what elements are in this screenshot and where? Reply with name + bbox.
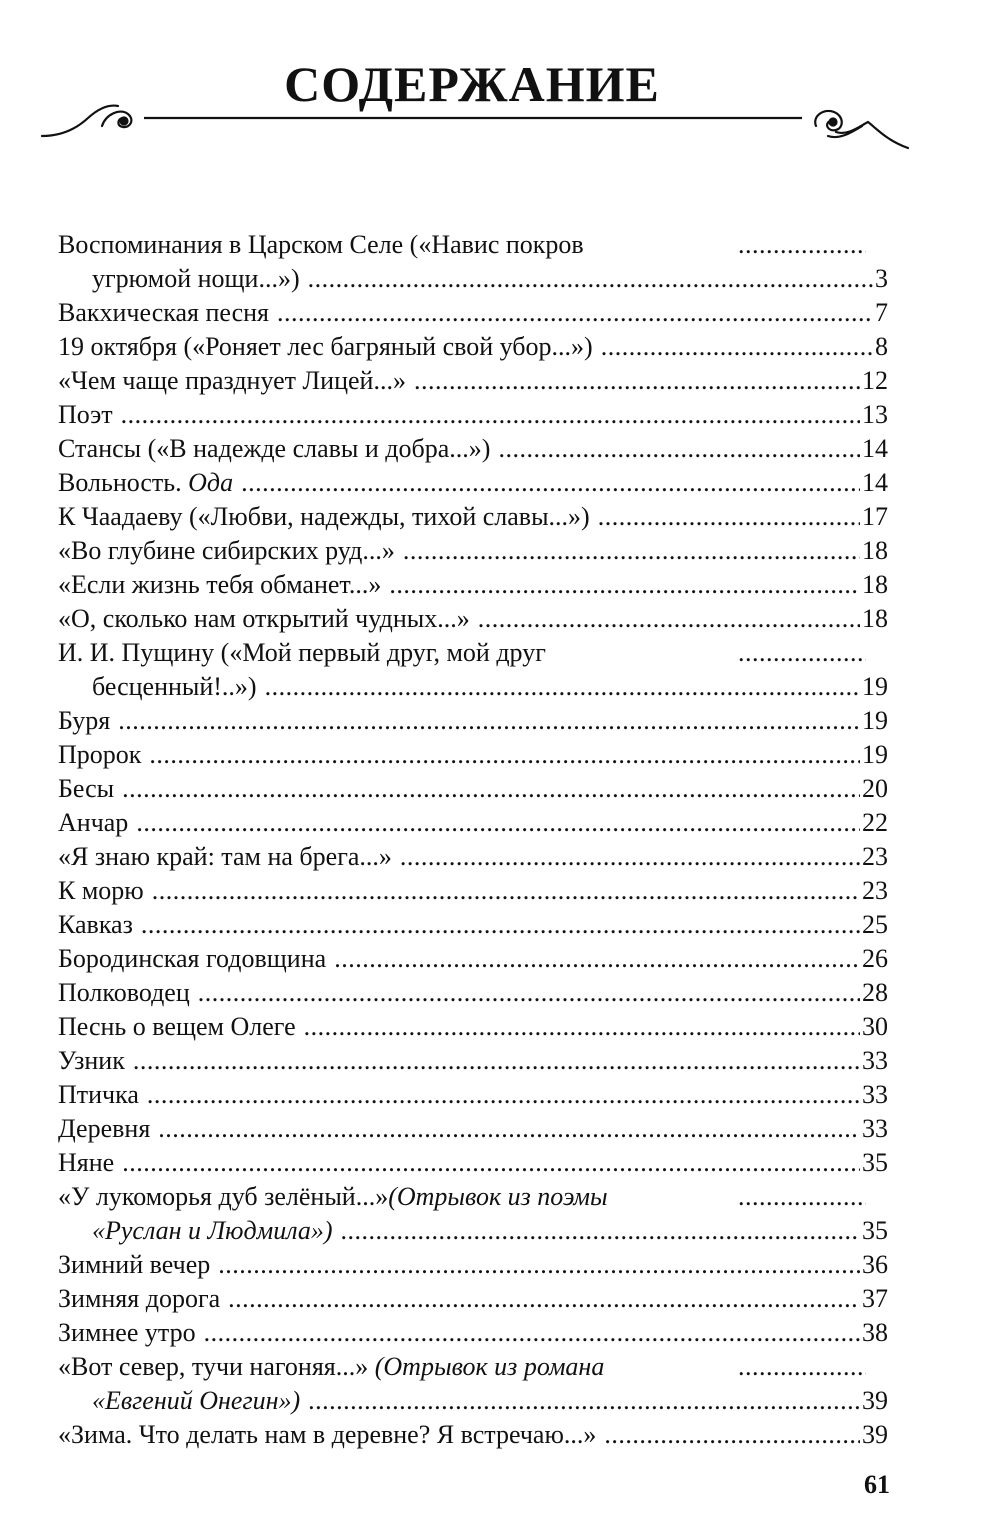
toc-entry-page: 39 [862, 1420, 888, 1449]
toc-entry-title: 19 октября («Роняет лес багряный свой убор...») [58, 332, 593, 361]
dot-leader [308, 1384, 860, 1418]
dot-leader [204, 1316, 860, 1350]
dot-leader [389, 568, 860, 602]
toc-entry-title: Бородинская годовщина [58, 944, 327, 973]
dot-leader [498, 432, 860, 466]
toc-entry-page: 25 [862, 910, 888, 939]
toc-entry-page: 18 [862, 570, 888, 599]
dot-leader [738, 1350, 866, 1384]
toc-entry-page: 23 [862, 876, 888, 905]
toc-entry [58, 1044, 888, 1078]
toc-entry-title: К Чаадаеву («Любви, надежды, тихой славы...») [58, 502, 590, 531]
page-title: СОДЕРЖАНИЕ [284, 56, 660, 112]
toc-entry-continuation [58, 1214, 888, 1248]
toc-entry-title: Стансы («В надежде славы и добра...») [58, 434, 491, 463]
toc-entry-page: 33 [862, 1114, 888, 1143]
toc-entry [58, 976, 888, 1010]
toc-entry [58, 704, 888, 738]
toc-entry [58, 738, 888, 772]
toc-entry [58, 636, 888, 670]
toc-entry-page: 13 [862, 400, 888, 429]
dot-leader [308, 262, 873, 296]
toc-entry [58, 568, 888, 602]
toc-entry-title: «Во глубине сибирских руд...» [58, 536, 395, 565]
toc-entry-page: 18 [862, 536, 888, 565]
toc-entry-title: «Я знаю край: там на брега...» [58, 842, 392, 871]
toc-entry-page: 17 [862, 502, 888, 531]
toc-entry [58, 534, 888, 568]
toc-entry [58, 1282, 888, 1316]
dot-leader [241, 466, 860, 500]
toc-entry-title: «Чем чаще празднует Лицей...» [58, 366, 406, 395]
toc-entry-title: Воспоминания в Царском Селе («Навис покров [58, 230, 584, 259]
toc-entry [58, 806, 888, 840]
toc-entry-page: 36 [862, 1250, 888, 1279]
toc-entry-page: 30 [862, 1012, 888, 1041]
toc-entry-title: «Евгений Онегин») [92, 1386, 301, 1415]
toc-entry-page: 37 [862, 1284, 888, 1313]
toc-entry-page: 39 [862, 1386, 888, 1415]
toc-entry-page: 7 [875, 298, 888, 327]
toc-entry-page: 23 [862, 842, 888, 871]
dot-leader [265, 670, 860, 704]
dot-leader [738, 636, 866, 670]
toc-entry-page: 22 [862, 808, 888, 837]
toc-entry [58, 840, 888, 874]
toc-entry [58, 364, 888, 398]
toc-entry [58, 500, 888, 534]
toc-entry-title: Буря [58, 706, 111, 735]
toc-entry-title: Вольность. Ода [58, 468, 234, 497]
toc-entry-title: Зимняя дорога [58, 1284, 221, 1313]
toc-entry [58, 908, 888, 942]
dot-leader [149, 738, 860, 772]
toc-entry [58, 874, 888, 908]
dot-leader [218, 1248, 860, 1282]
toc-entry-page: 26 [862, 944, 888, 973]
dot-leader [122, 772, 860, 806]
toc-entry-title: «О, сколько нам открытий чудных...» [58, 604, 470, 633]
dot-leader [403, 534, 860, 568]
dot-leader [133, 1044, 860, 1078]
toc-entry-page: 19 [862, 740, 888, 769]
toc-entry-page: 18 [862, 604, 888, 633]
toc-entry-page: 28 [862, 978, 888, 1007]
dot-leader [158, 1112, 860, 1146]
toc-entry [58, 1010, 888, 1044]
toc-entry [58, 398, 888, 432]
dot-leader [277, 296, 873, 330]
toc-entry [58, 296, 888, 330]
toc-entry-title: бесценный!..») [92, 672, 257, 701]
toc-entry-title: Кавказ [58, 910, 133, 939]
dot-leader [478, 602, 860, 636]
toc-entry-page: 12 [862, 366, 888, 395]
toc-entry-title: Анчар [58, 808, 129, 837]
toc-entry-page: 35 [862, 1148, 888, 1177]
left-flourish-icon [42, 106, 131, 136]
toc-entry-title: «Вот север, тучи нагоняя...» (Отрывок из романа [58, 1352, 605, 1381]
table-of-contents [58, 228, 888, 1452]
toc-entry-title: Бесы [58, 774, 115, 803]
toc-entry [58, 1146, 888, 1180]
toc-entry-title: «У лукоморья дуб зелёный...»(Отрывок из поэмы [58, 1182, 608, 1211]
dot-leader [147, 1078, 860, 1112]
toc-entry-page: 8 [875, 332, 888, 361]
toc-entry [58, 228, 888, 262]
dot-leader [198, 976, 860, 1010]
toc-entry-page: 3 [875, 264, 888, 293]
dot-leader [152, 874, 860, 908]
toc-entry-title: Полководец [58, 978, 190, 1007]
dot-leader [604, 1418, 860, 1452]
toc-entry [58, 1316, 888, 1350]
toc-entry-title: Вакхическая песня [58, 298, 269, 327]
toc-entry-page: 19 [862, 706, 888, 735]
toc-entry-title: «Если жизнь тебя обманет...» [58, 570, 382, 599]
toc-entry-title: Няне [58, 1148, 115, 1177]
dot-leader [738, 228, 866, 262]
dot-leader [228, 1282, 860, 1316]
toc-entry [58, 1180, 888, 1214]
toc-entry-page: 33 [862, 1046, 888, 1075]
toc-entry [58, 330, 888, 364]
toc-entry [58, 1112, 888, 1146]
toc-entry-title: угрюмой нощи...») [92, 264, 300, 293]
dot-leader [136, 806, 860, 840]
toc-entry [58, 1078, 888, 1112]
toc-entry-title: Деревня [58, 1114, 151, 1143]
toc-entry-continuation [58, 1384, 888, 1418]
dot-leader [334, 942, 860, 976]
dot-leader [400, 840, 860, 874]
dot-leader [414, 364, 860, 398]
toc-entry-page: 20 [862, 774, 888, 803]
toc-entry-page: 35 [862, 1216, 888, 1245]
toc-entry-title: Песнь о вещем Олеге [58, 1012, 296, 1041]
toc-entry-italic: (Отрывок из романа [374, 1352, 605, 1381]
toc-entry-page: 14 [862, 434, 888, 463]
toc-entry-title: Узник [58, 1046, 125, 1075]
page-number: 61 [864, 1470, 890, 1499]
toc-entry-page: 19 [862, 672, 888, 701]
toc-entry-title: К морю [58, 876, 144, 905]
dot-leader [341, 1214, 860, 1248]
toc-entry-continuation [58, 262, 888, 296]
toc-entry [58, 1350, 888, 1384]
toc-entry [58, 942, 888, 976]
toc-entry [58, 432, 888, 466]
toc-entry-page: 14 [862, 468, 888, 497]
right-flourish-icon [815, 111, 908, 148]
toc-entry [58, 1248, 888, 1282]
toc-entry-title: Поэт [58, 400, 113, 429]
dot-leader [598, 500, 860, 534]
toc-entry-italic: (Отрывок из поэмы [388, 1182, 608, 1211]
dot-leader [141, 908, 860, 942]
toc-entry [58, 602, 888, 636]
toc-entry-title: «Руслан и Людмила») [92, 1216, 333, 1245]
toc-entry-italic: Ода [188, 468, 234, 497]
toc-entry-page: 38 [862, 1318, 888, 1347]
dot-leader [304, 1010, 860, 1044]
dot-leader [601, 330, 873, 364]
toc-entry-title: Пророк [58, 740, 142, 769]
dot-leader [738, 1180, 866, 1214]
toc-entry-title: Зимний вечер [58, 1250, 211, 1279]
toc-entry-title: «Зима. Что делать нам в деревне? Я встречаю...» [58, 1420, 597, 1449]
toc-entry [58, 466, 888, 500]
toc-entry [58, 1418, 888, 1452]
toc-entry-page: 33 [862, 1080, 888, 1109]
toc-entry-title: Зимнее утро [58, 1318, 196, 1347]
dot-leader [121, 398, 860, 432]
toc-entry-title: Птичка [58, 1080, 139, 1109]
toc-entry-continuation [58, 670, 888, 704]
dot-leader [122, 1146, 860, 1180]
title-ornament [40, 96, 910, 166]
toc-entry-title: И. И. Пущину («Мой первый друг, мой друг [58, 638, 546, 667]
dot-leader [118, 704, 860, 738]
toc-entry [58, 772, 888, 806]
